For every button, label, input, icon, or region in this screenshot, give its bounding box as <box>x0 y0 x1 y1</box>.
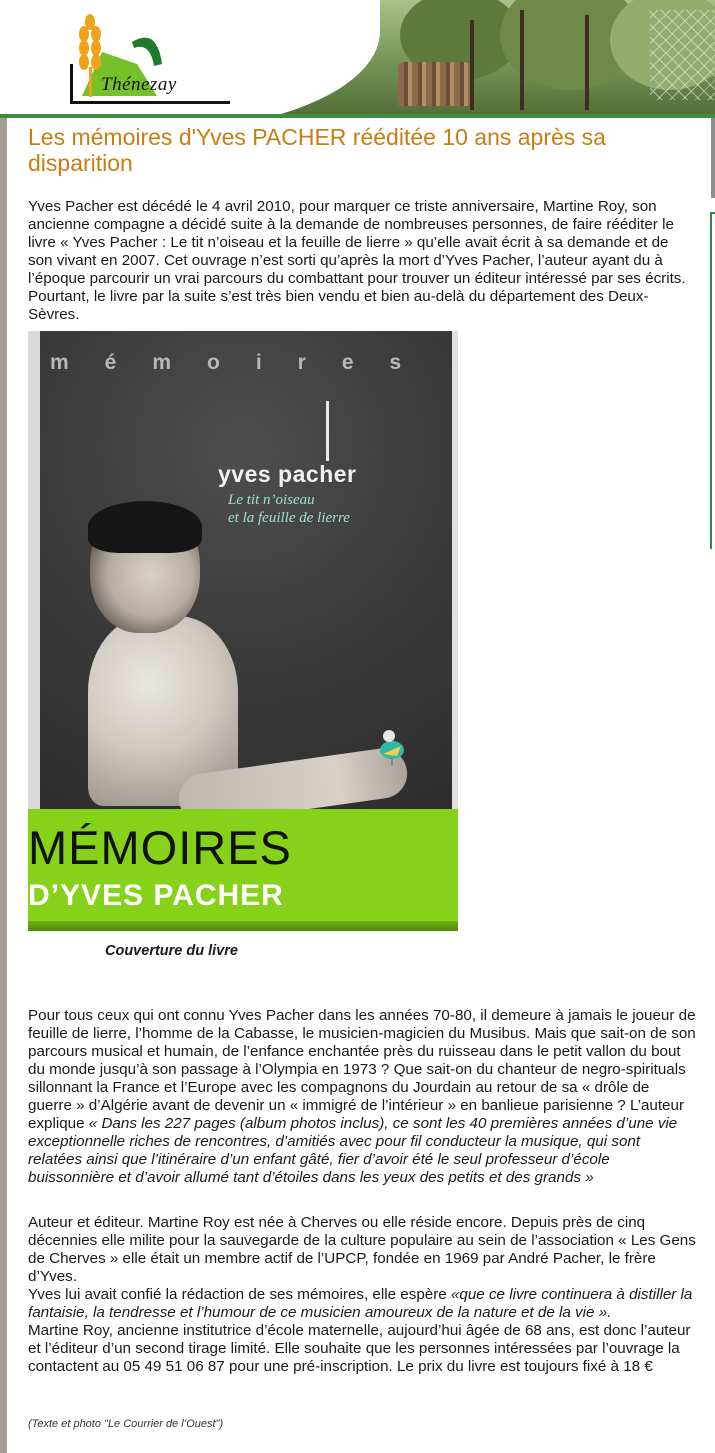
book-cover-image <box>28 331 458 931</box>
header-trunk <box>470 20 474 110</box>
fence-photo <box>650 10 715 100</box>
hope-quote: «que ce livre continuera à distiller la fantaisie, la tendresse et l’humour de ce musicien amoureux de la nature et de la vie ». <box>28 1286 693 1321</box>
header-trunk <box>585 15 589 110</box>
header-trunk <box>520 10 524 110</box>
bird-icon <box>373 726 411 766</box>
article-intro: Yves Pacher est décédé le 4 avril 2010, pour marquer ce triste anniversaire, Martine Roy, son ancienne compagne a décidé suite à la demande de nombreuses personnes, de faire rééditer le livre « Yves Pacher : Le tit n’oiseau et la feuille de lierre » qu’elle avait écrit à sa demande et de son vivant en 2007. Cet ouvrage n’est sorti qu’après la mort d’Yves Pacher, l’auteur ayant du à l’époque parcourir un vrai parcours du combattant pour trouver un éditeur intéressé par ses écrits. Pourtant, le livre par la suite s’est très bien vendu et bien au-delà du département des Deux-Sèvres. <box>28 198 686 323</box>
cover-top-word: mémoires <box>50 351 438 374</box>
cover-band-subtitle: D’YVES PACHER <box>28 879 284 912</box>
article-title: Les mémoires d'Yves PACHER rééditée 10 ans après sa disparition <box>28 124 606 176</box>
photo-credit: (Texte et photo "Le Courrier de l’Ouest") <box>28 1418 224 1430</box>
cover-band-title: MÉMOIRES <box>28 821 292 874</box>
header-rule <box>0 114 715 118</box>
image-caption: Couverture du livre <box>105 943 238 959</box>
site-header <box>0 0 715 118</box>
article-body-1: Pour tous ceux qui ont connu Yves Pacher dans les années 70-80, il demeure à jamais le joueur de feuille de lierre, l’homme de la Cabasse, le musicien-magicien du Musibus. Mais que sait-on de son parcours musical et humain, de l’enfance enchantée près du ruisseau dans le petit vallon du bout du monde jusqu’à son passage à l’Olympia en 1973 ? Que sait-on du chanteur de negro-spirituals sillonnant la France et l’Europe avec les compagnons du Jourdain au retour de sa « drôle de guerre » d’Algérie avant de devenir un « immigré de l’intérieur » en banlieue parisienne ? L’auteur explique « Dans les 227 pages (album photos inclus), ce sont les 40 premières années d’une vie exceptionnelle riches de rencontres, d’amitiés avec pour fil conducteur la musique, qui sont relatées ainsi que l’itinéraire d’un enfant gâté, fier d’avoir été le seul professeur d’école buissonnière et d’avoir allumé tant d’étoiles dans les yeux des petits et des grands » <box>28 1007 696 1186</box>
author-quote: « Dans les 227 pages (album photos inclus), ce sont les 40 premières années d’une vie exceptionnelle riches de rencontres, d’amitiés avec pour fil conducteur la musique, qui sont relatées ainsi que l’itinéraire d’un enfant gâté, fier d’avoir été le seul professeur d’école buissonnière et d’avoir allumé tant d’étoiles dans les yeux des petits et des grands » <box>28 1115 678 1186</box>
article-body-2: Auteur et éditeur. Martine Roy est née à Cherves ou elle réside encore. Depuis près de cinq décennies elle milite pour la sauvegarde de la culture populaire au sein de l’association « Les Gens de Cherves » elle était un membre actif de l’UPCP, fondée en 1969 par André Pacher, le frère d’Yves. Yves lui avait confié la rédaction de ses mémoires, elle espère «que ce livre continuera à distiller la fantaisie, la tendresse et l’humour de ce musicien amoureux de la nature et de la vie ». Martine Roy, ancienne institutrice d’école maternelle, aujourd’hui âgée de 68 ans, est donc l’auteur et l’éditeur d’un second tirage limité. Elle souhaite que les personnes intéressées par l’ouvrage la contactent au 05 49 51 06 87 pour une pré-inscription. Le prix du livre est toujours fixé à 18 € <box>28 1214 696 1375</box>
left-border <box>0 118 7 1453</box>
cover-author: yves pacher <box>218 461 357 487</box>
right-sidebar-edge <box>710 212 715 549</box>
scrollbar-track[interactable] <box>711 118 715 198</box>
cover-subtitle: Le tit n’oiseau et la feuille de lierre <box>228 492 350 526</box>
woodpile-photo <box>398 62 470 106</box>
contact-info: Martine Roy, ancienne institutrice d’école maternelle, aujourd’hui âgée de 68 ans, est donc l’auteur et l’éditeur d’un second tirage limité. Elle souhaite que les personnes intéressées par l’ouvrage la contactent au 05 49 51 06 87 pour une pré-inscription. Le prix du livre est toujours fixé à 18 € <box>28 1322 691 1375</box>
author-bio: Auteur et éditeur. Martine Roy est née à Cherves ou elle réside encore. Depuis près de cinq décennies elle milite pour la sauvegarde de la culture populaire au sein de l’association « Les Gens de Cherves » elle était un membre actif de l’UPCP, fondée en 1969 par André Pacher, le frère d’Yves. <box>28 1214 696 1285</box>
logo-wordmark[interactable]: Thénezay <box>101 74 177 95</box>
